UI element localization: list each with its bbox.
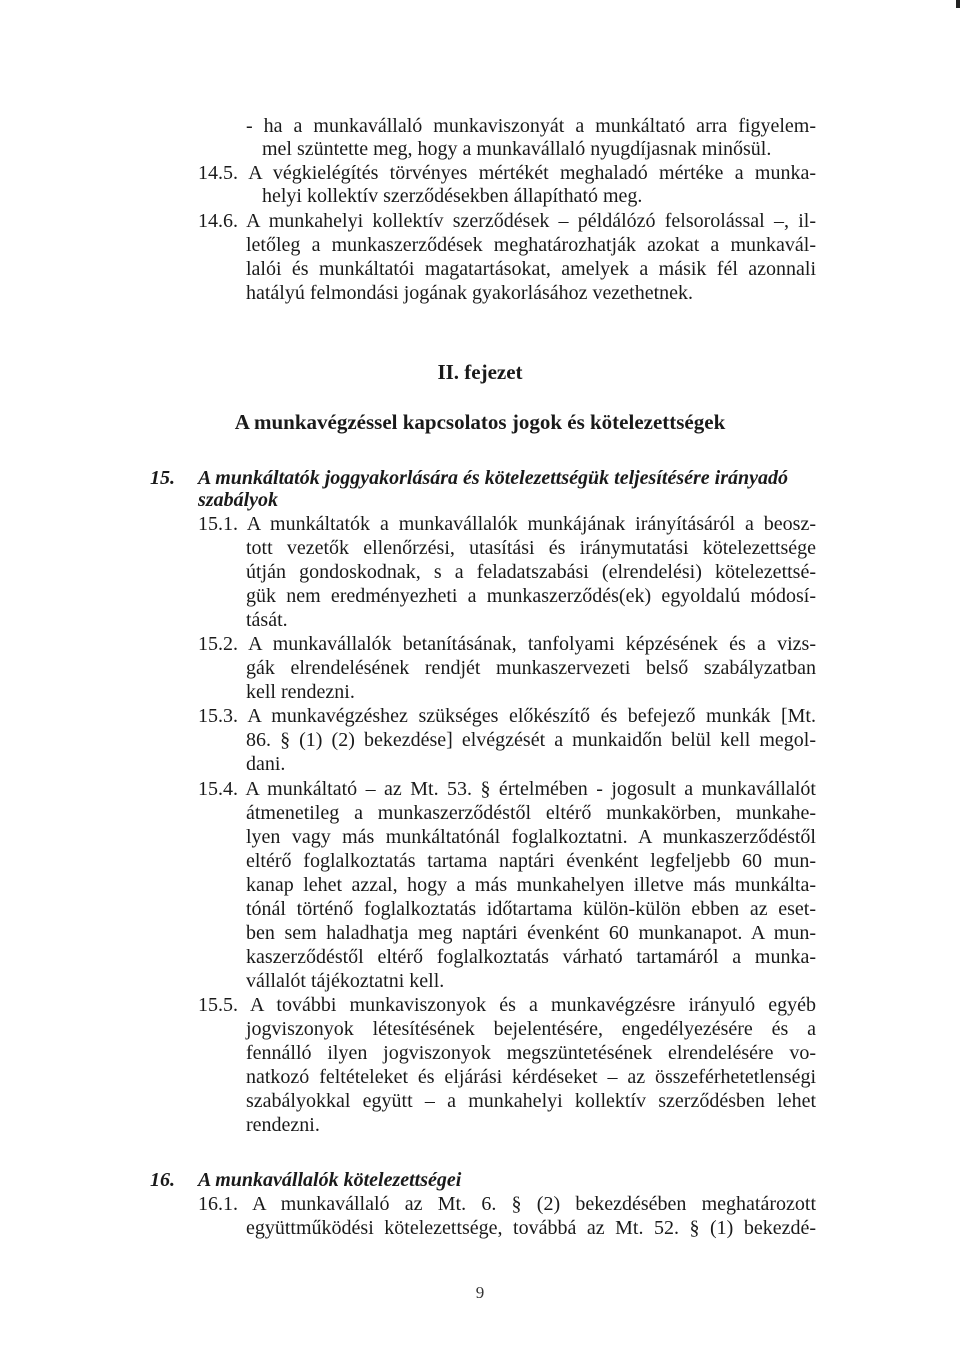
text-line: átmenetileg a munkaszerződéstől eltérő munkakörben, munkahe-: [246, 802, 816, 824]
text-line: fennálló ilyen jogviszonyok megszüntetésének elrendelésére vo-: [246, 1042, 816, 1064]
text-line: tónál történő foglalkoztatás időtartama külön-külön ebben az eset-: [246, 898, 816, 920]
text-line: ben sem haladhatja meg naptári évenként 60 munkanapot. A mun-: [246, 922, 816, 944]
text-line: dani.: [246, 753, 286, 775]
text-line: jogviszonyok létesítésének bejelentésére, engedélyezésére és a: [246, 1018, 816, 1040]
text-line: eltérő foglalkoztatás tartama naptári évenként legfeljebb 60 mun-: [246, 850, 816, 872]
text-line: útján gondoskodnak, s a feladatszabási (elrendelési) kötelezettsé-: [246, 561, 816, 583]
chapter-number: II. fejezet: [437, 360, 523, 384]
section-heading: szabályok: [198, 489, 278, 511]
text-line: tását.: [246, 609, 288, 631]
text-line: gük nem eredményezheti a munkaszerződés(ek) egyoldalú módosí-: [246, 585, 816, 607]
chapter-title: A munkavégzéssel kapcsolatos jogok és kötelezettségek: [234, 410, 726, 434]
text-line: kell rendezni.: [246, 681, 355, 703]
text-line: - ha a munkavállaló munkaviszonyát a munkáltató arra figyelem-: [246, 115, 816, 137]
text-line: natkozó feltételeket és eljárási kérdéseket – az összeférhetetlenségi: [246, 1066, 816, 1088]
page-number: 9: [475, 1283, 485, 1302]
text-line: 14.5. A végkielégítés törvényes mértékét meghaladó mértéke a munka-: [198, 162, 816, 184]
text-line: tott vezetők ellenőrzési, utasítási és iránymutatási kötelezettsége: [246, 537, 816, 559]
text-line: együttműködési kötelezettsége, továbbá az Mt. 52. § (1) bekezdé-: [246, 1217, 816, 1239]
text-line: vállalót tájékoztatni kell.: [246, 970, 445, 992]
text-line: 15.5. A további munkaviszonyok és a munkavégzésre irányuló egyéb: [198, 994, 816, 1016]
text-line: lalói és munkáltatói magatartásokat, amelyek a másik fél azonnali: [246, 258, 816, 280]
text-line: mel szüntette meg, hogy a munkavállaló nyugdíjasnak minősül.: [262, 138, 772, 160]
section-number: 15.: [150, 467, 175, 489]
text-line: lyen vagy más munkáltatónál foglalkoztatni. A munkaszerződéstől: [246, 826, 816, 848]
section-number: 16.: [150, 1169, 175, 1191]
text-line: gák elrendelésének rendjét munkaszervezeti belső szabályzatban: [246, 657, 816, 679]
text-line: letőleg a munkaszerződések meghatározhatják azokat a munkavál-: [246, 234, 816, 256]
text-line: 15.4. A munkáltató – az Mt. 53. § értelmében - jogosult a munkavállalót: [198, 778, 816, 800]
text-line: 15.1. A munkáltatók a munkavállalók munkájának irányításáról a beosz-: [198, 513, 816, 535]
text-line: 86. § (1) (2) bekezdése] elvégzését a munkaidőn belül kell megol-: [246, 729, 816, 751]
text-line: kanap lehet azzal, hogy a más munkahelyen illetve más munkálta-: [246, 874, 816, 896]
text-line: hatályú felmondási jogának gyakorlásához vezethetnek.: [246, 282, 694, 304]
text-line: 16.1. A munkavállaló az Mt. 6. § (2) bekezdésében meghatározott: [198, 1193, 816, 1215]
text-line: 15.3. A munkavégzéshez szükséges előkészítő és befejező munkák [Mt.: [198, 705, 816, 727]
scan-mark: [956, 0, 960, 8]
text-line: kaszerződéstől eltérő foglalkoztatás várható tartamáról a munka-: [246, 946, 816, 968]
text-line: 15.2. A munkavállalók betanításának, tanfolyami képzésének és a vizs-: [198, 633, 816, 655]
section-heading: A munkavállalók kötelezettségei: [198, 1169, 462, 1191]
section-heading: A munkáltatók joggyakorlására és kötelezettségük teljesítésére irányadó: [198, 467, 788, 489]
text-line: szabályokkal együtt – a munkahelyi kollektív szerződésben lehet: [246, 1090, 816, 1112]
text-line: 14.6. A munkahelyi kollektív szerződések – példálózó felsorolással –, il-: [198, 210, 816, 232]
text-line: helyi kollektív szerződésekben állapítható meg.: [262, 185, 643, 207]
text-line: rendezni.: [246, 1114, 320, 1136]
